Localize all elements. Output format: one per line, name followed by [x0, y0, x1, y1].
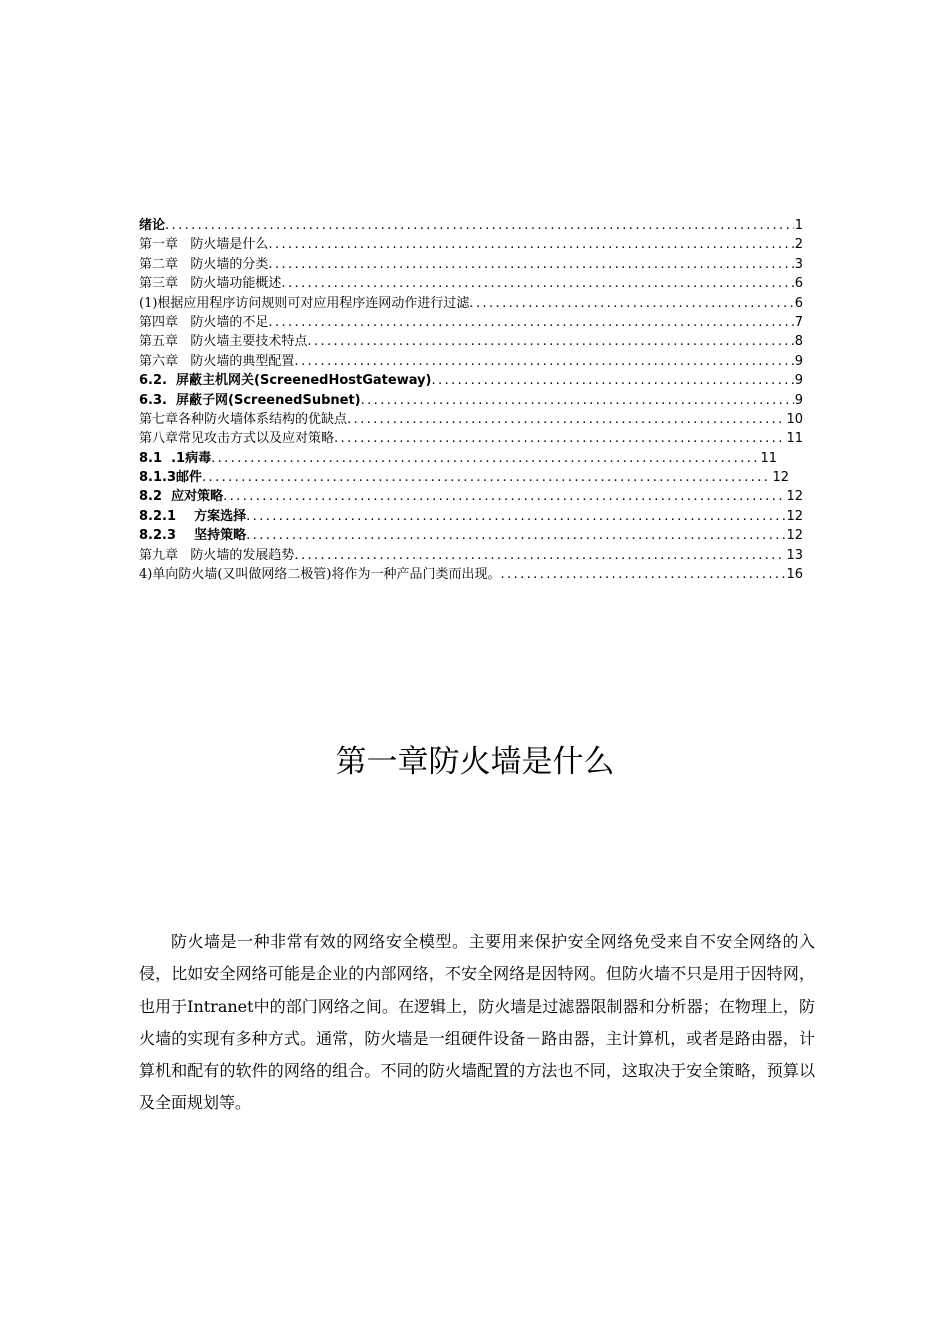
toc-entry[interactable] — [139, 332, 803, 351]
toc-dot-leader — [501, 565, 786, 584]
toc-entry-label: (1)根据应用程序访问规则可对应用程序连网动作进行过滤 — [139, 295, 470, 311]
toc-entry-page-number: 9 — [794, 353, 803, 369]
toc-entry-page-number: 12 — [786, 489, 803, 505]
toc-entry[interactable] — [139, 410, 803, 429]
toc-entry-label: 8.2.3 坚持策略 — [139, 528, 247, 544]
toc-entry-label: 6.3. 屏蔽子网(ScreenedSubnet) — [139, 392, 361, 408]
toc-dot-leader — [307, 332, 793, 351]
toc-dot-leader — [268, 313, 793, 332]
toc-entry-label: 8.2 应对策略 — [139, 489, 224, 505]
toc-entry[interactable] — [139, 294, 803, 313]
toc-entry[interactable] — [139, 468, 789, 487]
toc-dot-leader — [281, 274, 793, 293]
toc-entry[interactable] — [139, 352, 803, 371]
toc-entry-page-number: 11 — [760, 450, 777, 466]
toc-entry[interactable] — [139, 487, 803, 506]
toc-dot-leader — [223, 487, 785, 506]
toc-entry[interactable] — [139, 371, 803, 390]
toc-dot-leader — [165, 216, 794, 235]
toc-entry-page-number: 11 — [786, 431, 803, 447]
toc-entry-page-number: 6 — [794, 276, 803, 292]
toc-entry-label: 4)单向防火墙(又叫做网络二极管)将作为一种产品门类而出现。 — [139, 567, 501, 583]
toc-entry-page-number: 12 — [786, 528, 803, 544]
toc-entry-label: 6.2. 屏蔽主机网关(ScreenedHostGateway) — [139, 373, 432, 389]
toc-entry-label: 绪论 — [139, 218, 166, 233]
toc-dot-leader — [361, 391, 794, 410]
toc-entry-label: 第七章各种防火墙体系结构的优缺点 — [139, 411, 348, 427]
toc-entry[interactable] — [139, 216, 803, 235]
toc-dot-leader — [294, 352, 793, 371]
table-of-contents — [139, 216, 803, 584]
toc-dot-leader — [246, 507, 785, 526]
toc-entry-label: 8.1 .1病毒 — [139, 450, 212, 466]
toc-dot-leader — [268, 235, 793, 254]
toc-entry[interactable] — [139, 449, 777, 468]
toc-entry-label: 8.2.1 方案选择 — [139, 508, 247, 524]
toc-entry[interactable] — [139, 526, 803, 545]
toc-entry-page-number: 16 — [786, 567, 803, 583]
toc-entry-label: 第一章 防火墙是什么 — [139, 237, 269, 253]
toc-entry-page-number: 9 — [794, 392, 803, 408]
toc-entry-page-number: 7 — [794, 314, 803, 330]
toc-entry-label: 第八章常见攻击方式以及应对策略 — [139, 431, 335, 447]
toc-entry-page-number: 10 — [786, 411, 803, 427]
body-paragraph: 防火墙是一种非常有效的网络安全模型。主要用来保护安全网络免受来自不安全网络的入侵，比如安全网络可能是企业的内部网络，不安全网络是因特网。但防火墙不只是用于因特网，也用于Intranet中的部门网络之间。在逻辑上，防火墙是过滤器限制器和分析器；在物理上，防火墙的实现有多种方式。通常，防火墙是一组硬件设备－路由器，主计算机，或者是路由器，计算机和配有的软件的网络的组合。不同的防火墙配置的方法也不同，这取决于安全策略，预算以及全面规划等。 — [139, 932, 815, 1113]
toc-entry-label: 第五章 防火墙主要技术特点 — [139, 334, 308, 350]
toc-entry-page-number: 1 — [794, 218, 803, 233]
toc-dot-leader — [246, 526, 785, 545]
toc-entry-page-number: 6 — [794, 295, 803, 311]
toc-dot-leader — [432, 371, 794, 390]
toc-entry-page-number: 12 — [772, 470, 789, 486]
toc-entry[interactable] — [139, 546, 803, 565]
toc-entry[interactable] — [139, 507, 803, 526]
toc-entry[interactable] — [139, 429, 803, 448]
toc-entry[interactable] — [139, 274, 803, 293]
toc-entry-label: 第三章 防火墙功能概述 — [139, 276, 282, 292]
toc-entry-page-number: 2 — [794, 237, 803, 253]
toc-entry[interactable] — [139, 565, 803, 584]
toc-entry-label: 第四章 防火墙的不足 — [139, 314, 269, 330]
toc-entry[interactable] — [139, 391, 803, 410]
toc-entry-label: 8.1.3邮件 — [139, 470, 203, 486]
toc-dot-leader — [347, 410, 785, 429]
toc-dot-leader — [202, 468, 771, 487]
toc-entry-label: 第九章 防火墙的发展趋势 — [139, 547, 295, 563]
toc-dot-leader — [469, 294, 793, 313]
toc-entry[interactable] — [139, 255, 803, 274]
toc-entry-label: 第二章 防火墙的分类 — [139, 256, 269, 272]
toc-entry-page-number: 3 — [794, 256, 803, 272]
toc-entry[interactable] — [139, 313, 803, 332]
toc-dot-leader — [211, 449, 759, 468]
toc-entry-label: 第六章 防火墙的典型配置 — [139, 353, 295, 369]
toc-entry-page-number: 13 — [786, 547, 803, 563]
toc-entry-page-number: 12 — [786, 508, 803, 524]
toc-entry-page-number: 9 — [794, 373, 803, 389]
toc-entry-page-number: 8 — [794, 334, 803, 350]
toc-dot-leader — [294, 546, 785, 565]
chapter-title: 第一章防火墙是什么 — [335, 744, 615, 780]
toc-dot-leader — [334, 429, 785, 448]
toc-entry[interactable] — [139, 235, 803, 254]
toc-dot-leader — [268, 255, 793, 274]
